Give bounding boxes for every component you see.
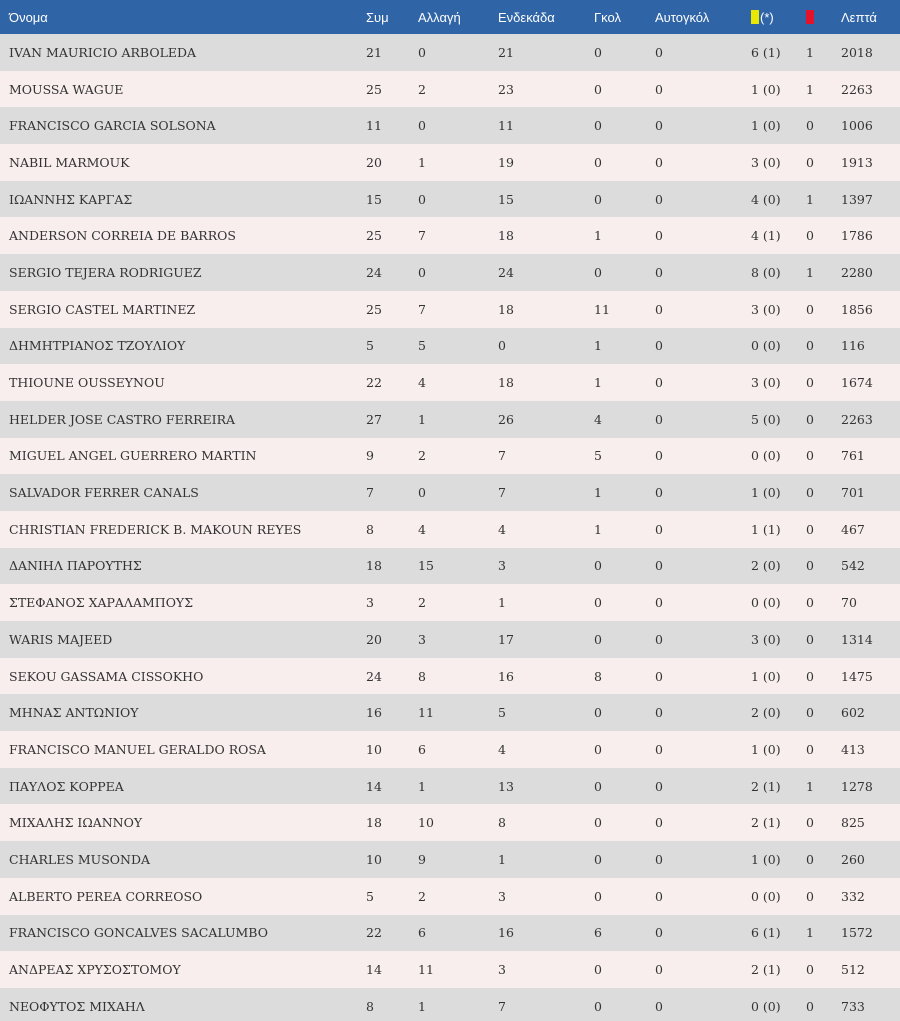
header-subs[interactable]: Αλλαγή [418, 0, 498, 34]
player-red-cards: 0 [806, 338, 814, 354]
player-minutes: 1913 [841, 154, 873, 170]
player-own-goals: 0 [655, 668, 663, 684]
table-row [0, 438, 900, 475]
player-red-cards: 0 [806, 558, 814, 574]
player-own-goals: 0 [655, 558, 663, 574]
player-starts: 17 [498, 631, 514, 647]
player-own-goals: 0 [655, 338, 663, 354]
player-goals: 0 [594, 888, 602, 904]
table-row [0, 804, 900, 841]
player-goals: 0 [594, 118, 602, 134]
player-starts: 7 [498, 448, 506, 464]
player-goals: 0 [594, 81, 602, 97]
player-goals: 0 [594, 631, 602, 647]
player-yellow-cards: 0 (0) [751, 888, 781, 904]
header-yellow-suffix: (*) [760, 9, 774, 25]
player-name: ΝΕΟΦΥΤΟΣ ΜΙΧΑΗΛ [9, 998, 145, 1014]
player-yellow-cards: 8 (0) [751, 264, 781, 280]
player-name: WARIS MAJEED [9, 631, 113, 647]
player-minutes: 467 [841, 521, 865, 537]
player-minutes: 733 [841, 998, 865, 1014]
player-yellow-cards: 2 (0) [751, 705, 781, 721]
header-starts[interactable]: Ενδεκάδα [498, 0, 594, 34]
player-name: ΙΩΑΝΝΗΣ ΚΑΡΓΑΣ [9, 191, 133, 207]
player-minutes: 70 [841, 595, 857, 611]
player-subs: 1 [418, 998, 426, 1014]
table-row [0, 181, 900, 218]
player-name: ΔΗΜΗΤΡΙΑΝΟΣ ΤΖΟΥΛΙΟΥ [9, 338, 186, 354]
player-apps: 20 [366, 154, 382, 170]
player-apps: 3 [366, 595, 374, 611]
player-starts: 11 [498, 118, 514, 134]
player-name: CHRISTIAN FREDERICK B. MAKOUN REYES [9, 521, 302, 537]
player-yellow-cards: 0 (0) [751, 338, 781, 354]
player-starts: 3 [498, 888, 506, 904]
player-apps: 11 [366, 118, 382, 134]
player-subs: 2 [418, 448, 426, 464]
player-apps: 8 [366, 998, 374, 1014]
table-row [0, 71, 900, 108]
player-yellow-cards: 2 (1) [751, 778, 781, 794]
player-name: CHARLES MUSONDA [9, 851, 150, 867]
header-goals[interactable]: Γκολ [594, 0, 655, 34]
player-yellow-cards: 1 (0) [751, 485, 781, 501]
player-starts: 3 [498, 558, 506, 574]
player-starts: 4 [498, 741, 506, 757]
player-starts: 1 [498, 595, 506, 611]
player-minutes: 701 [841, 485, 865, 501]
player-goals: 0 [594, 558, 602, 574]
table-row [0, 731, 900, 768]
player-own-goals: 0 [655, 485, 663, 501]
player-subs: 6 [418, 925, 426, 941]
table-row [0, 951, 900, 988]
player-apps: 18 [366, 558, 382, 574]
table-row [0, 768, 900, 805]
player-subs: 2 [418, 888, 426, 904]
player-red-cards: 0 [806, 118, 814, 134]
player-subs: 11 [418, 705, 434, 721]
player-apps: 24 [366, 264, 382, 280]
player-minutes: 1856 [841, 301, 873, 317]
player-yellow-cards: 1 (0) [751, 81, 781, 97]
player-red-cards: 0 [806, 631, 814, 647]
player-name: FRANCISCO GONCALVES SACALUMBO [9, 925, 268, 941]
player-minutes: 2263 [841, 411, 873, 427]
player-yellow-cards: 0 (0) [751, 448, 781, 464]
player-red-cards: 0 [806, 375, 814, 391]
player-name: ΠΑΥΛΟΣ ΚΟΡΡΕΑ [9, 778, 124, 794]
player-yellow-cards: 6 (1) [751, 925, 781, 941]
player-yellow-cards: 1 (0) [751, 118, 781, 134]
player-red-cards: 0 [806, 521, 814, 537]
player-name: NABIL MARMOUK [9, 154, 130, 170]
player-own-goals: 0 [655, 962, 663, 978]
player-goals: 0 [594, 44, 602, 60]
player-goals: 0 [594, 705, 602, 721]
player-red-cards: 1 [806, 191, 814, 207]
table-row [0, 291, 900, 328]
player-apps: 5 [366, 338, 374, 354]
player-name: ANDERSON CORREIA DE BARROS [9, 228, 236, 244]
player-subs: 6 [418, 741, 426, 757]
player-own-goals: 0 [655, 741, 663, 757]
player-subs: 15 [418, 558, 434, 574]
player-yellow-cards: 6 (1) [751, 44, 781, 60]
player-own-goals: 0 [655, 888, 663, 904]
player-red-cards: 0 [806, 301, 814, 317]
player-minutes: 2280 [841, 264, 873, 280]
player-name: SEKOU GASSAMA CISSOKHO [9, 668, 204, 684]
yellow-card-icon [751, 10, 759, 24]
player-red-cards: 1 [806, 778, 814, 794]
player-minutes: 825 [841, 815, 865, 831]
player-yellow-cards: 3 (0) [751, 154, 781, 170]
player-apps: 5 [366, 888, 374, 904]
player-subs: 0 [418, 264, 426, 280]
player-minutes: 1786 [841, 228, 873, 244]
player-goals: 1 [594, 521, 602, 537]
table-row [0, 621, 900, 658]
player-starts: 13 [498, 778, 514, 794]
table-row [0, 107, 900, 144]
player-starts: 15 [498, 191, 514, 207]
player-goals: 0 [594, 998, 602, 1014]
player-minutes: 116 [841, 338, 865, 354]
player-minutes: 1397 [841, 191, 873, 207]
player-starts: 1 [498, 851, 506, 867]
player-yellow-cards: 1 (0) [751, 668, 781, 684]
table-row [0, 988, 900, 1021]
player-starts: 21 [498, 44, 514, 60]
player-own-goals: 0 [655, 375, 663, 391]
header-own-goals[interactable]: Αυτογκόλ [655, 0, 751, 34]
player-red-cards: 1 [806, 81, 814, 97]
red-card-icon [806, 10, 814, 24]
player-apps: 7 [366, 485, 374, 501]
player-name: SERGIO TEJERA RODRIGUEZ [9, 264, 202, 280]
player-subs: 0 [418, 118, 426, 134]
player-subs: 3 [418, 631, 426, 647]
player-name: HELDER JOSE CASTRO FERREIRA [9, 411, 236, 427]
player-subs: 7 [418, 301, 426, 317]
player-starts: 7 [498, 998, 506, 1014]
player-yellow-cards: 0 (0) [751, 998, 781, 1014]
header-row [0, 0, 900, 34]
player-starts: 18 [498, 375, 514, 391]
player-apps: 10 [366, 741, 382, 757]
player-yellow-cards: 1 (0) [751, 851, 781, 867]
player-starts: 0 [498, 338, 506, 354]
player-goals: 0 [594, 595, 602, 611]
player-starts: 26 [498, 411, 514, 427]
table-row [0, 548, 900, 585]
player-yellow-cards: 5 (0) [751, 411, 781, 427]
player-goals: 1 [594, 375, 602, 391]
player-subs: 0 [418, 485, 426, 501]
player-apps: 21 [366, 44, 382, 60]
table-row [0, 841, 900, 878]
player-red-cards: 0 [806, 485, 814, 501]
player-own-goals: 0 [655, 44, 663, 60]
table-row [0, 511, 900, 548]
player-apps: 16 [366, 705, 382, 721]
player-own-goals: 0 [655, 301, 663, 317]
player-minutes: 2018 [841, 44, 873, 60]
table-row [0, 34, 900, 71]
player-own-goals: 0 [655, 154, 663, 170]
player-red-cards: 0 [806, 154, 814, 170]
table-row [0, 217, 900, 254]
player-minutes: 1475 [841, 668, 873, 684]
player-apps: 15 [366, 191, 382, 207]
header-yellow-cards[interactable] [751, 0, 806, 34]
player-yellow-cards: 2 (1) [751, 962, 781, 978]
player-subs: 11 [418, 962, 434, 978]
player-yellow-cards: 4 (1) [751, 228, 781, 244]
player-subs: 0 [418, 44, 426, 60]
player-apps: 25 [366, 81, 382, 97]
player-red-cards: 0 [806, 228, 814, 244]
player-starts: 18 [498, 228, 514, 244]
player-red-cards: 0 [806, 815, 814, 831]
player-subs: 7 [418, 228, 426, 244]
player-red-cards: 0 [806, 705, 814, 721]
player-yellow-cards: 3 (0) [751, 375, 781, 391]
player-starts: 16 [498, 668, 514, 684]
table-row [0, 878, 900, 915]
player-minutes: 1314 [841, 631, 873, 647]
player-minutes: 1674 [841, 375, 873, 391]
player-own-goals: 0 [655, 411, 663, 427]
player-own-goals: 0 [655, 81, 663, 97]
player-own-goals: 0 [655, 631, 663, 647]
player-starts: 5 [498, 705, 506, 721]
player-own-goals: 0 [655, 815, 663, 831]
table-row [0, 144, 900, 181]
player-goals: 5 [594, 448, 602, 464]
player-starts: 8 [498, 815, 506, 831]
player-apps: 9 [366, 448, 374, 464]
player-apps: 8 [366, 521, 374, 537]
player-subs: 9 [418, 851, 426, 867]
player-minutes: 413 [841, 741, 865, 757]
table-row [0, 401, 900, 438]
player-own-goals: 0 [655, 851, 663, 867]
player-minutes: 1572 [841, 925, 873, 941]
player-starts: 23 [498, 81, 514, 97]
player-minutes: 332 [841, 888, 865, 904]
player-apps: 22 [366, 925, 382, 941]
player-own-goals: 0 [655, 191, 663, 207]
player-red-cards: 1 [806, 264, 814, 280]
header-red-cards[interactable] [806, 0, 841, 34]
player-minutes: 761 [841, 448, 865, 464]
table-row [0, 474, 900, 511]
player-name: ΑΝΔΡΕΑΣ ΧΡΥΣΟΣΤΟΜΟΥ [9, 962, 181, 978]
player-minutes: 1278 [841, 778, 873, 794]
player-subs: 1 [418, 778, 426, 794]
player-goals: 11 [594, 301, 610, 317]
player-goals: 0 [594, 815, 602, 831]
player-apps: 25 [366, 301, 382, 317]
player-goals: 0 [594, 741, 602, 757]
player-starts: 4 [498, 521, 506, 537]
player-own-goals: 0 [655, 264, 663, 280]
player-starts: 19 [498, 154, 514, 170]
player-goals: 1 [594, 485, 602, 501]
player-minutes: 542 [841, 558, 865, 574]
player-minutes: 260 [841, 851, 865, 867]
player-goals: 0 [594, 851, 602, 867]
player-apps: 14 [366, 778, 382, 794]
player-name: MOUSSA WAGUE [9, 81, 124, 97]
table-row [0, 584, 900, 621]
player-subs: 10 [418, 815, 434, 831]
player-goals: 0 [594, 191, 602, 207]
player-minutes: 2263 [841, 81, 873, 97]
player-own-goals: 0 [655, 998, 663, 1014]
player-subs: 2 [418, 595, 426, 611]
table-row [0, 328, 900, 365]
player-apps: 27 [366, 411, 382, 427]
player-own-goals: 0 [655, 705, 663, 721]
header-minutes[interactable]: Λεπτά [841, 0, 900, 34]
player-red-cards: 0 [806, 668, 814, 684]
player-name: THIOUNE OUSSEYNOU [9, 375, 165, 391]
header-apps[interactable]: Συμ [366, 0, 418, 34]
player-yellow-cards: 1 (0) [751, 741, 781, 757]
player-yellow-cards: 4 (0) [751, 191, 781, 207]
player-name: ΣΤΕΦΑΝΟΣ ΧΑΡΑΛΑΜΠΟΥΣ [9, 595, 194, 611]
player-red-cards: 1 [806, 44, 814, 60]
player-yellow-cards: 3 (0) [751, 301, 781, 317]
player-starts: 3 [498, 962, 506, 978]
table-row [0, 915, 900, 952]
player-red-cards: 0 [806, 595, 814, 611]
player-own-goals: 0 [655, 448, 663, 464]
table-row [0, 364, 900, 401]
player-own-goals: 0 [655, 778, 663, 794]
player-goals: 8 [594, 668, 602, 684]
player-starts: 18 [498, 301, 514, 317]
player-name: IVAN MAURICIO ARBOLEDA [9, 44, 197, 60]
player-subs: 1 [418, 411, 426, 427]
player-own-goals: 0 [655, 118, 663, 134]
player-name: FRANCISCO GARCIA SOLSONA [9, 118, 216, 134]
player-subs: 1 [418, 154, 426, 170]
player-subs: 8 [418, 668, 426, 684]
player-red-cards: 0 [806, 448, 814, 464]
player-subs: 5 [418, 338, 426, 354]
player-goals: 0 [594, 778, 602, 794]
header-name[interactable]: Όνομα [0, 0, 366, 34]
player-red-cards: 0 [806, 851, 814, 867]
player-yellow-cards: 1 (1) [751, 521, 781, 537]
player-starts: 7 [498, 485, 506, 501]
player-name: ΜΙΧΑΛΗΣ ΙΩΑΝΝΟΥ [9, 815, 143, 831]
player-own-goals: 0 [655, 228, 663, 244]
player-goals: 0 [594, 962, 602, 978]
player-goals: 6 [594, 925, 602, 941]
player-red-cards: 0 [806, 962, 814, 978]
player-apps: 22 [366, 375, 382, 391]
player-starts: 16 [498, 925, 514, 941]
player-apps: 20 [366, 631, 382, 647]
player-red-cards: 0 [806, 741, 814, 757]
player-starts: 24 [498, 264, 514, 280]
player-yellow-cards: 3 (0) [751, 631, 781, 647]
player-name: FRANCISCO MANUEL GERALDO ROSA [9, 741, 266, 757]
player-subs: 2 [418, 81, 426, 97]
player-apps: 18 [366, 815, 382, 831]
player-apps: 14 [366, 962, 382, 978]
player-name: ΔΑΝΙΗΛ ΠΑΡΟΥΤΗΣ [9, 558, 142, 574]
player-minutes: 512 [841, 962, 865, 978]
player-apps: 24 [366, 668, 382, 684]
player-goals: 4 [594, 411, 602, 427]
player-red-cards: 1 [806, 925, 814, 941]
player-goals: 1 [594, 228, 602, 244]
player-apps: 10 [366, 851, 382, 867]
player-yellow-cards: 2 (0) [751, 558, 781, 574]
player-minutes: 1006 [841, 118, 873, 134]
player-subs: 4 [418, 521, 426, 537]
table-row [0, 694, 900, 731]
player-goals: 0 [594, 264, 602, 280]
player-name: MIGUEL ANGEL GUERRERO MARTIN [9, 448, 257, 464]
table-row [0, 658, 900, 695]
player-goals: 1 [594, 338, 602, 354]
player-name: SALVADOR FERRER CANALS [9, 485, 199, 501]
player-apps: 25 [366, 228, 382, 244]
player-red-cards: 0 [806, 888, 814, 904]
player-own-goals: 0 [655, 521, 663, 537]
player-own-goals: 0 [655, 925, 663, 941]
player-red-cards: 0 [806, 998, 814, 1014]
player-name: SERGIO CASTEL MARTINEZ [9, 301, 196, 317]
player-goals: 0 [594, 154, 602, 170]
player-subs: 4 [418, 375, 426, 391]
player-name: ALBERTO PEREA CORREOSO [9, 888, 203, 904]
table-row [0, 254, 900, 291]
player-subs: 0 [418, 191, 426, 207]
player-red-cards: 0 [806, 411, 814, 427]
player-name: ΜΗΝΑΣ ΑΝΤΩΝΙΟΥ [9, 705, 139, 721]
player-yellow-cards: 0 (0) [751, 595, 781, 611]
player-own-goals: 0 [655, 595, 663, 611]
player-minutes: 602 [841, 705, 865, 721]
player-yellow-cards: 2 (1) [751, 815, 781, 831]
